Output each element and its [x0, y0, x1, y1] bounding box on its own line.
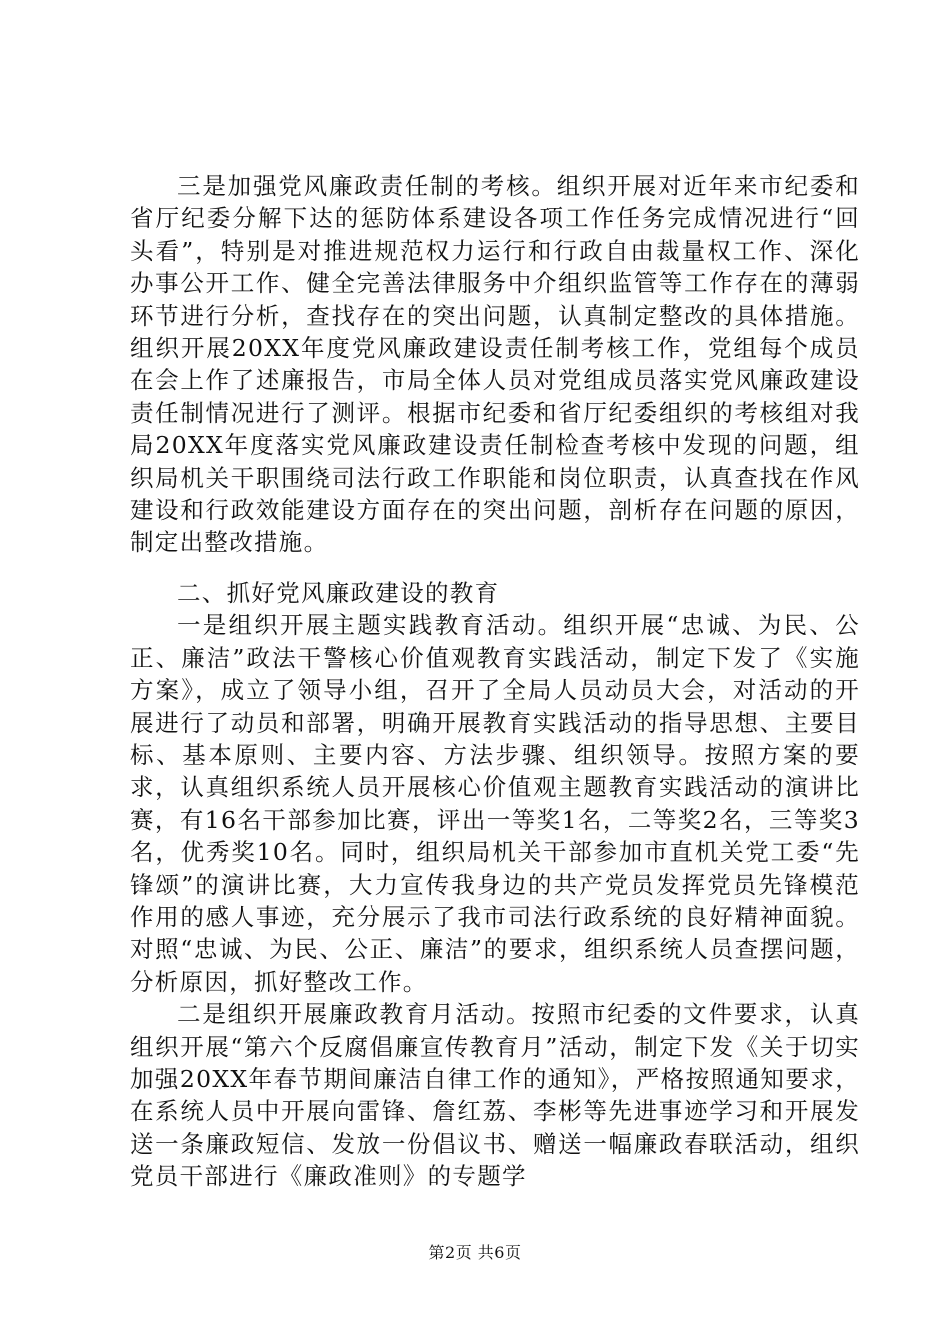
section-heading-education: 二、抓好党风廉政建设的教育 — [177, 578, 500, 607]
document-body — [130, 170, 860, 1193]
paragraph-theme-practice: 一是组织开展主题实践教育活动。组织开展“忠诚、为民、公正、廉洁”政法干警核心价值观教育实践活动，制定下发了《实施方案》，成立了领导小组，召开了全局人员动员大会，对活动的开展进行了动员和部署，明确开展教育实践活动的指导思想、主要目标、基本原则、主要内容、方法步骤、组织领导。按照方案的要求，认真组织系统人员开展核心价值观主题教育实践活动的演讲比赛，有16名干部参加比赛，评出一等奖1名，二等奖2名，三等奖3名，优秀奖10名。同时，组织局机关干部参加市直机关党工委“先锋颂”的演讲比赛，大力宣传我身边的共产党员发挥党员先锋模范作用的感人事迹，充分展示了我市司法行政系统的良好精神面貌。对照“忠诚、为民、公正、廉洁”的要求，组织系统人员查摆问题，分析原因，抓好整改工作。 — [130, 611, 860, 996]
page-number-footer: 第2页 共6页 — [428, 1243, 522, 1262]
paragraph-assessment: 三是加强党风廉政责任制的考核。组织开展对近年来市纪委和省厅纪委分解下达的惩防体系建设各项工作任务完成情况进行“回头看”，特别是对推进规范权力运行和行政自由裁量权工作、深化办事公开工作、健全完善法律服务中介组织监管等工作存在的薄弱环节进行分析，查找存在的突出问题，认真制定整改的具体措施。组织开展20XX年度党风廉政建设责任制考核工作，党组每个成员在会上作了述廉报告，市局全体人员对党组成员落实党风廉政建设责任制情况进行了测评。根据市纪委和省厅纪委组织的考核组对我局20XX年度落实党风廉政建设责任制检查考核中发现的问题，组织局机关干职围绕司法行政工作职能和岗位职责，认真查找在作风建设和行政效能建设方面存在的突出问题，剖析存在问题的原因，制定出整改措施。 — [130, 172, 860, 557]
paragraph-integrity-month: 二是组织开展廉政教育月活动。按照市纪委的文件要求，认真组织开展“第六个反腐倡廉宣传教育月”活动，制定下发《关于切实加强20XX年春节期间廉洁自律工作的通知》，严格按照通知要求，在系统人员中开展向雷锋、詹红荔、李彬等先进事迹学习和开展发送一条廉政短信、发放一份倡议书、赠送一幅廉政春联活动，组织党员干部进行《廉政准则》的专题学 — [130, 1000, 860, 1191]
